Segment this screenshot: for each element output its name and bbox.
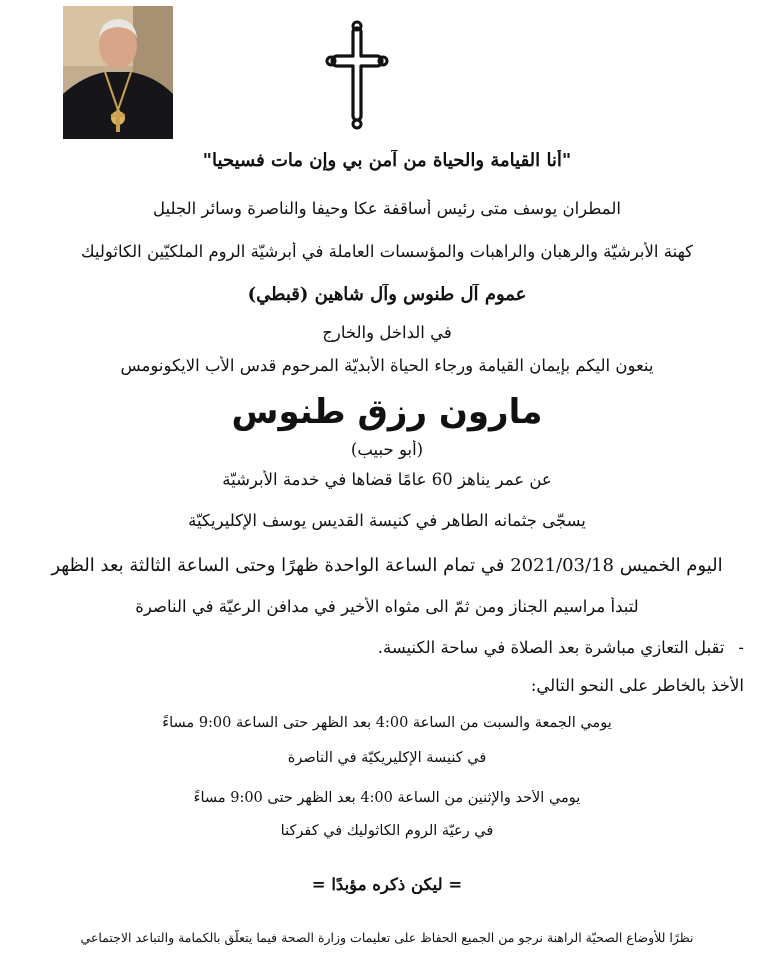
nickname-line: (أبو حبيب) <box>350 440 424 459</box>
memory-line: = ليكن ذكره مؤبدًا = <box>311 875 463 894</box>
place1-line: في كنيسة الإكليريكيّة في الناصرة <box>287 750 487 766</box>
portrait-image <box>63 6 173 139</box>
age-line: عن عمر يناهز 60 عامًا قضاها في خدمة الأبرشيّة <box>222 470 552 489</box>
clergy-line: كهنة الأبرشيّة والرهبان والراهبات والمؤسسات العاملة في أبرشيّة الروم الملكيّين الكاثوليك <box>80 242 694 261</box>
intro-line: الأخذ بالخاطر على النحو التالي: <box>530 676 744 695</box>
condolences-line <box>30 638 758 657</box>
schedule2-line: يومي الأحد والإثنين من الساعة 4:00 بعد الظهر حتى 9:00 مساءً <box>193 790 581 806</box>
bullet-dash: - <box>738 638 744 657</box>
portrait-photo <box>63 6 173 139</box>
schedule1-line: يومي الجمعة والسبت من الساعة 4:00 بعد الظهر حتى الساعة 9:00 مساءً <box>162 715 612 731</box>
orthodox-cross-icon <box>325 20 389 132</box>
footer-note: نظرًا للأوضاع الصحيّة الراهنة نرجو من الجميع الحفاظ على تعليمات وزارة الصحة فيما يتعلّق بالكمامة والتباعد الاجتماعي <box>80 930 694 945</box>
bishop-line: المطران يوسف متى رئيس أساقفة عكا وحيفا والناصرة وسائر الجليل <box>153 199 621 218</box>
families-line: عموم آل طنوس وآل شاهين (قبطي) <box>247 284 527 305</box>
deceased-name: مارون رزق طنوس <box>231 392 543 432</box>
place2-line: في رعيّة الروم الكاثوليك في كفركنا <box>280 823 494 839</box>
funeral-line: لتبدأ مراسيم الجناز ومن ثمّ الى مثواه الأخير في مدافن الرعيّة في الناصرة <box>135 597 639 616</box>
mourn-line: ينعون اليكم بإيمان القيامة ورجاء الحياة الأبديّة المرحوم قدس الأب الايكونومس <box>120 356 654 375</box>
condolences-text: تقبل التعازي مباشرة بعد الصلاة في ساحة الكنيسة. <box>377 638 725 657</box>
verse-line: "أنا القيامة والحياة من آمن بي وإن مات فسيحيا" <box>202 150 572 171</box>
body-line: يسجّى جثمانه الطاهر في كنيسة القديس يوسف الإكليريكيّة <box>188 511 586 530</box>
date-line: اليوم الخميس 2021/03/18 في تمام الساعة الواحدة ظهرًا وحتى الساعة الثالثة بعد الظهر <box>51 555 723 576</box>
location-line: في الداخل والخارج <box>322 323 452 342</box>
